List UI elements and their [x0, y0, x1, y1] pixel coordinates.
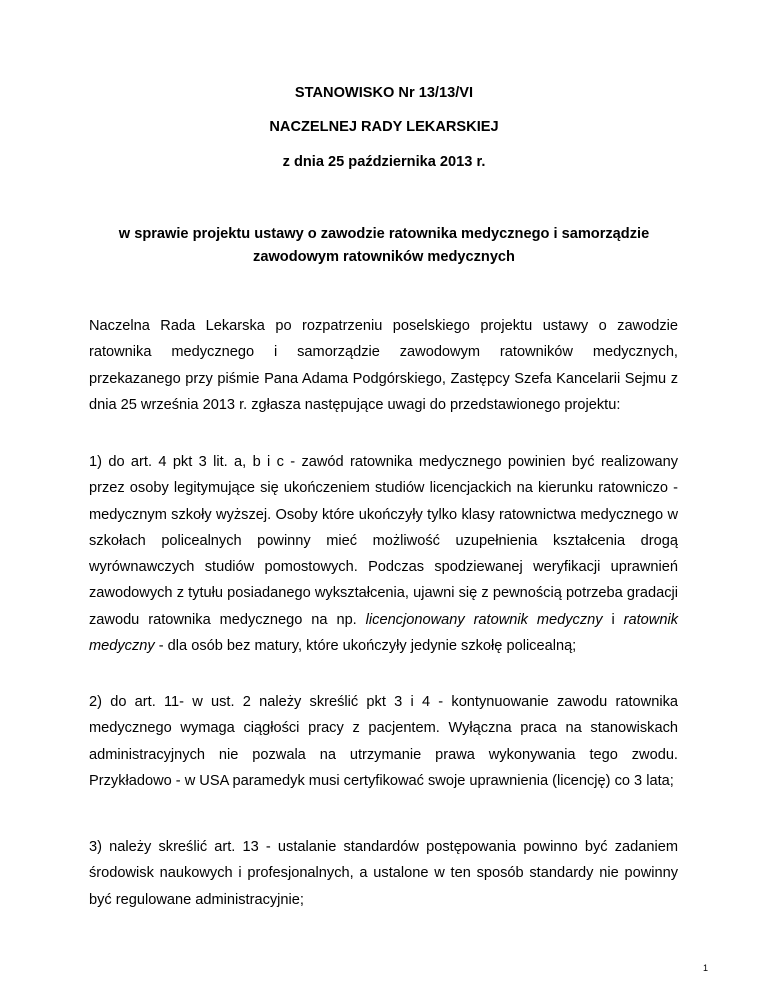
- point-1-text-a: 1) do art. 4 pkt 3 lit. a, b i c - zawód ratownika medycznego powinien być realizowany przez osoby legitymujące się ukończeniem studiów licencjackich na kierunku ratowniczo - medycznym szkoły wyższej. Osoby które ukończyły tylko klasy ratownictwa medycznego w szkołach policealnych powinny mieć możliwość uzupełnienia kształcenia drogą wyrównawczych studiów pomostowych. Podczas spodziewanej weryfikacji uprawnień zawodowych z tytułu posiadanego wykształcenia, ujawni się z pewnością potrzeba gradacji zawodu ratownika medycznego na np.: [89, 454, 678, 628]
- doc-date: z dnia 25 października 2013 r.: [282, 154, 486, 170]
- point-1-paragraph: [89, 449, 678, 659]
- point-1-text-b: i: [602, 611, 624, 628]
- point-1-italic-a: licencjonowany ratownik medyczny: [365, 611, 603, 628]
- point-1-text-c: - dla osób bez matury, które ukończyły jedynie szkołę policealną;: [154, 638, 577, 655]
- intro-paragraph: Naczelna Rada Lekarska po rozpatrzeniu poselskiego projektu ustawy o zawodzie ratownika medycznego i samorządzie zawodowym ratowników medycznych, przekazanego przy piśmie Pana Adama Podgórskiego, Zastępcy Szefa Kancelarii Sejmu z dnia 25 września 2013 r. zgłasza następujące uwagi do przedstawionego projektu:: [89, 318, 678, 413]
- point-1-italic-b: ratownik medyczny: [89, 611, 678, 655]
- point-3-paragraph: 3) należy skreślić art. 13 - ustalanie standardów postępowania powinno być zadaniem środowisk naukowych i profesjonalnych, a ustalone w ten sposób standardy nie powinny być regulowane administracyjnie;: [89, 839, 678, 908]
- page-number: 1: [702, 963, 708, 973]
- doc-subject-line2: zawodowym ratowników medycznych: [253, 249, 515, 265]
- doc-issuer: NACZELNEJ RADY LEKARSKIEJ: [269, 119, 499, 135]
- doc-title: STANOWISKO Nr 13/13/VI: [294, 85, 474, 101]
- point-2-paragraph: 2) do art. 11- w ust. 2 należy skreślić pkt 3 i 4 - kontynuowanie zawodu ratownika medycznego wymaga ciągłości pracy z pacjentem. Wyłączna praca na stanowiskach administracyjnych nie pozwala na utrzymanie prawa wykonywania tego zwodu. Przykładowo - w USA paramedyk musi certyfikować swoje uprawnienia (licencję) co 3 lata;: [89, 694, 678, 789]
- doc-subject-line1: w sprawie projektu ustawy o zawodzie ratownika medycznego i samorządzie: [118, 226, 650, 242]
